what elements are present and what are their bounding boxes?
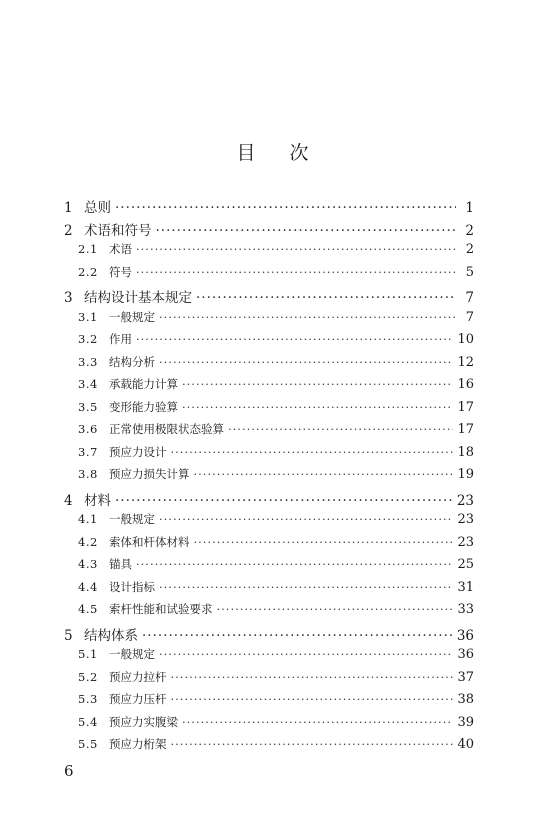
toc-entry-page: 25: [457, 557, 474, 572]
toc-entry[interactable]: [64, 534, 474, 557]
toc-entry-page: 5: [465, 264, 474, 280]
dot-leader: [194, 467, 454, 481]
toc-entry-page: 12: [457, 354, 474, 370]
toc-entry[interactable]: [64, 219, 474, 242]
toc-entry-number: 4.2: [78, 534, 98, 549]
dot-leader: [115, 493, 453, 509]
toc-entry-number: 4: [64, 492, 73, 509]
dot-leader: [142, 628, 453, 644]
toc-entry-label: 索杆性能和试验要求: [109, 602, 213, 616]
toc-entry[interactable]: [64, 489, 474, 512]
dot-leader: [136, 265, 456, 279]
toc-entry-number: 4.5: [78, 602, 98, 616]
toc-entry-page: 19: [457, 467, 474, 482]
title-char-2: 次: [289, 142, 309, 164]
dot-leader: [159, 310, 456, 324]
toc-entry-label: 承载能力计算: [109, 377, 178, 391]
toc-entry-page: 16: [457, 377, 474, 392]
toc-entry[interactable]: [64, 309, 474, 332]
dot-leader: [136, 557, 453, 571]
toc-entry[interactable]: [64, 444, 474, 467]
toc-entry-page: 33: [457, 602, 474, 617]
toc-entry-label: 结构体系: [84, 627, 138, 644]
toc-entry-page: 23: [457, 512, 474, 527]
dot-leader: [159, 355, 453, 369]
toc-entry-page: 7: [465, 290, 474, 306]
toc-entry-number: 3: [64, 290, 73, 306]
dot-leader: [159, 580, 453, 594]
toc-entry-page: 1: [465, 200, 474, 216]
dot-leader: [156, 223, 457, 239]
toc-entry-label: 变形能力验算: [109, 399, 178, 414]
toc-entry-label: 设计指标: [109, 579, 155, 594]
dot-leader: [171, 692, 454, 706]
dot-leader: [182, 377, 453, 391]
toc-entry-page: 40: [457, 737, 474, 752]
toc-entry-label: 结构分析: [109, 354, 155, 369]
toc-entry-page: 37: [457, 669, 474, 685]
toc-entry[interactable]: [64, 669, 474, 692]
toc-entry-page: 10: [457, 332, 474, 347]
toc-entry[interactable]: [64, 331, 474, 354]
title-char-1: 目: [236, 142, 256, 164]
toc-entry[interactable]: [64, 736, 474, 759]
page-title: [0, 138, 545, 165]
toc-entry[interactable]: [64, 601, 474, 624]
toc-entry-label: 总则: [84, 200, 111, 216]
toc-entry-page: 23: [456, 492, 474, 509]
dot-leader: [182, 715, 453, 729]
toc-entry-label: 预应力桁架: [109, 737, 167, 751]
toc-entry-page: 2: [465, 222, 474, 239]
toc-entry-label: 材料: [84, 492, 111, 509]
toc-entry-number: 5.4: [78, 714, 98, 729]
toc-entry[interactable]: [64, 376, 474, 399]
toc-entry[interactable]: [64, 241, 474, 264]
toc-entry[interactable]: [64, 286, 474, 309]
table-of-contents: [64, 196, 474, 759]
toc-entry-label: 索体和杆体材料: [109, 534, 190, 549]
toc-entry[interactable]: [64, 264, 474, 287]
toc-entry-label: 预应力实腹梁: [109, 714, 178, 729]
dot-leader: [171, 670, 454, 684]
dot-leader: [196, 290, 456, 306]
toc-entry-page: 36: [456, 627, 474, 644]
toc-entry[interactable]: [64, 624, 474, 647]
dot-leader: [171, 445, 454, 459]
toc-entry-label: 一般规定: [109, 309, 155, 324]
toc-entry-number: 5.5: [78, 737, 98, 751]
toc-entry-number: 3.7: [78, 444, 98, 459]
dot-leader: [194, 535, 454, 549]
toc-entry[interactable]: [64, 466, 474, 489]
dot-leader: [159, 512, 453, 526]
toc-entry[interactable]: [64, 421, 474, 444]
toc-entry-page: 18: [457, 444, 474, 460]
toc-entry-number: 3.4: [78, 377, 98, 391]
toc-entry-label: 一般规定: [109, 647, 155, 661]
toc-entry-label: 预应力拉杆: [109, 669, 167, 684]
toc-entry-page: 17: [457, 422, 474, 437]
toc-entry[interactable]: [64, 354, 474, 377]
toc-entry-number: 1: [64, 200, 73, 216]
toc-entry-label: 预应力损失计算: [109, 467, 190, 481]
toc-entry-number: 2: [64, 222, 73, 239]
dot-leader: [136, 332, 453, 346]
toc-entry-label: 预应力设计: [109, 444, 167, 459]
toc-entry-number: 3.5: [78, 399, 98, 414]
toc-entry-page: 39: [457, 714, 474, 730]
toc-entry-label: 术语: [109, 242, 132, 256]
dot-leader: [171, 737, 454, 751]
toc-entry[interactable]: [64, 196, 474, 219]
toc-entry-page: 31: [457, 579, 474, 595]
toc-entry-number: 5: [64, 627, 73, 644]
dot-leader: [136, 242, 456, 256]
toc-entry-number: 3.2: [78, 332, 98, 346]
toc-entry-number: 3.1: [78, 309, 98, 324]
toc-entry-number: 3.3: [78, 354, 98, 369]
toc-entry-number: 5.1: [78, 647, 98, 661]
dot-leader: [182, 400, 453, 414]
toc-entry-label: 作用: [109, 332, 132, 346]
dot-leader: [228, 422, 453, 436]
toc-entry-page: 36: [457, 647, 474, 662]
toc-entry-label: 锚具: [109, 557, 132, 571]
toc-entry-label: 结构设计基本规定: [84, 290, 192, 306]
dot-leader: [159, 647, 453, 661]
page-number: 6: [64, 762, 74, 780]
toc-entry[interactable]: [64, 691, 474, 714]
toc-entry-number: 3.6: [78, 422, 98, 436]
toc-entry[interactable]: [64, 579, 474, 602]
toc-entry-number: 5.3: [78, 692, 98, 706]
toc-entry-label: 术语和符号: [84, 222, 152, 239]
toc-entry-page: 17: [457, 399, 474, 415]
toc-entry-number: 2.2: [78, 264, 98, 279]
dot-leader: [115, 200, 456, 216]
toc-entry-number: 2.1: [78, 242, 98, 256]
toc-entry-number: 4.1: [78, 512, 98, 526]
dot-leader: [217, 602, 454, 616]
toc-entry-label: 一般规定: [109, 512, 155, 526]
toc-entry-page: 23: [457, 534, 474, 550]
toc-entry[interactable]: [64, 511, 474, 534]
toc-entry-number: 4.4: [78, 579, 98, 594]
toc-entry-page: 2: [465, 242, 474, 257]
toc-entry-number: 5.2: [78, 669, 98, 684]
toc-entry[interactable]: [64, 556, 474, 579]
toc-entry-label: 正常使用极限状态验算: [109, 422, 224, 436]
toc-entry-page: 38: [457, 692, 474, 707]
toc-entry-number: 4.3: [78, 557, 98, 571]
toc-entry-label: 符号: [109, 264, 132, 279]
toc-entry-label: 预应力压杆: [109, 692, 167, 706]
toc-entry-number: 3.8: [78, 467, 98, 481]
toc-entry[interactable]: [64, 399, 474, 422]
toc-entry[interactable]: [64, 646, 474, 669]
toc-entry[interactable]: [64, 714, 474, 737]
toc-entry-page: 7: [465, 309, 474, 325]
